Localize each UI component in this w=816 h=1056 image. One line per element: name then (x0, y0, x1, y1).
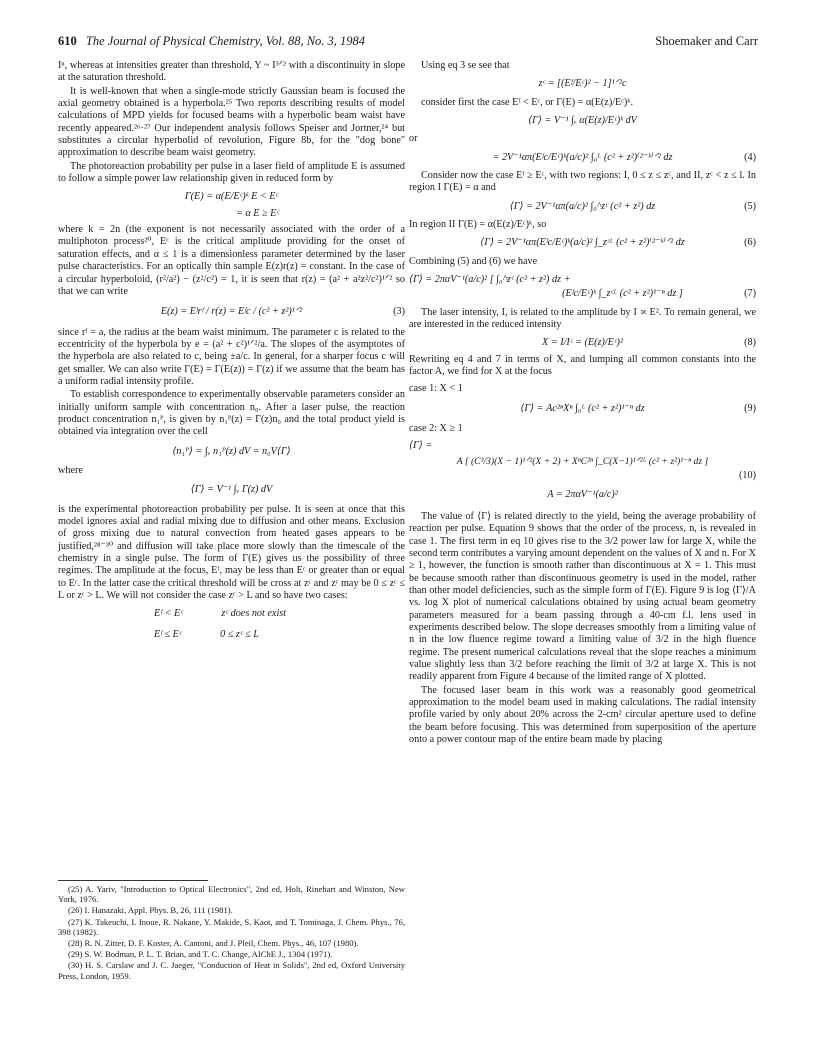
equation-7-body: (Eᶠc/Eᶜ)ᵏ ∫_zᶜᴸ (c² + z²)¹⁻ⁿ dz ] (562, 288, 683, 300)
paragraph: Iⁿ, whereas at intensities greater than threshold, Y ~ I³ᐟ² with a discontinuity in slope at the saturation threshold. (58, 60, 405, 84)
case-result: 0 ≤ zᶜ ≤ L (220, 628, 259, 640)
paragraph: Consider now the case Eᶠ ≥ Eᶜ, with two regions: I, 0 ≤ z ≤ zᶜ, and II, zᶜ < z ≤ l. In region I Γ(E) = α and (409, 170, 756, 194)
paragraph: Rewriting eq 4 and 7 in terms of X, and lumping all common constants into the factor A, we find for X at the focus (409, 353, 756, 378)
equation-4 (409, 152, 756, 164)
paragraph: To establish correspondence to experimentally observable parameters consider an initially uniform sample with concentration n₀. After a laser pulse, the reaction product concentration n₁ᴾ, is given by n₁ᴾ(z) = Γ(z)n₀ and the total product yield is obtained via integration over the cell (58, 389, 405, 438)
paragraph: The value of ⟨Γ⟩ is related directly to the yield, being the average probability of reaction per pulse. Equation 9 shows that the order of the process, n, is revealed in case 1. The first term in eq 10 gives rise to the 3/2 power law for large X, while the second term contributes a varying amount dependent on the values of X and n. For X ≥ 1, however, the function is smooth rather than discontinuous at X = 1. This must be because smooth rather than discontinuous geometry is used in the model, rather than other model deficiencies, such as the simple form of Γ(E). Figure 9 is log ⟨Γ⟩/A vs. log X plot of numerical calculations obtained by using actual beam geometry parameters measured for a beam passing through a 40-cm f.l. lens used in experiments described below. The slope decreases smoothly from a limiting value of n in the low fluence regime toward a limiting value of 3/2 in the high fluence regime. The present numerical calculations reveal that the slope reaches a minimum value slightly less than 3/2 before reaching the limit of 3/2 at large X. This is not readily apparent from Figure 4 because of the limited range of X plotted. (409, 510, 756, 683)
equation-average-gamma: ⟨Γ⟩ = V⁻¹ ∫ᵥ Γ(z) dV (190, 484, 273, 496)
equation-4-body: = 2V⁻¹απ(Eᶠc/Eᶜ)ᵏ(a/c)² ∫₀ᴸ (c² + z²)⁽²⁻ᵏ⁾ᐟ² dz (492, 151, 673, 163)
case-condition: Eᶠ ≤ Eᶜ (154, 628, 182, 640)
equation-number: (6) (744, 237, 756, 249)
equation-6-body: ⟨Γ⟩ = 2V⁻¹απ(Eᶠc/Eᶜ)ᵏ(a/c)² ∫_zᶜᴸ (c² + z²)⁽²⁻ᵏ⁾ᐟ² dz (480, 237, 685, 249)
case-result: zᶜ does not exist (221, 608, 287, 620)
equation-10-lhs: ⟨Γ⟩ = (409, 439, 433, 451)
equation-number: (9) (744, 402, 756, 414)
reference-item: (28) R. N. Zitter, D. F. Koster, A. Cantoni, and J. Pleil, Chem. Phys., 46, 107 (1980). (68, 938, 359, 949)
references (58, 884, 405, 982)
paragraph: Using eq 3 se see that (421, 60, 510, 71)
equation-3 (58, 306, 405, 318)
paragraph: is the experimental photoreaction probability per pulse. It is seen at once that this model ignores axial and radial mixing due to diffusion and other means. Exclusion of gross mixing due to natural convection from heated gases appears to be justified,²⁸⁻³⁰ and diffusion will take place more slowly than the timescale of the chemistry in a single pulse. The form of Γ(E) gives us the possibility of three regimes. The amplitude at the focus, Eᶠ, may be less than Eᶜ or greater than or equal to Eᶜ. In the latter case the critical threshold will be cross at zᶜ and zᶜ may be 0 ≤ zᶜ ≤ L or zᶜ > L. We will not consider the case zᶜ > L and so have two cases: (58, 503, 405, 602)
equation-A: A = 2παV⁻¹(a/c)² (547, 488, 618, 500)
right-column (409, 60, 756, 747)
equation-number: (5) (744, 200, 756, 212)
case-2-label: case 2: X ≥ 1 (409, 423, 463, 435)
reference-item: (25) A. Yariv, "Introduction to Optical Electronics", 2nd ed, Holt, Rinehart and Winston, New York, 1976. (58, 884, 405, 905)
equation-average-gamma-2: ⟨Γ⟩ = V⁻¹ ∫ᵥ α(E(z)/Eᶜ)ᵏ dV (528, 115, 637, 127)
paragraph: where k = 2n (the exponent is not necessarily associated with the order of a multiphoton process²⁰, Eᶜ is the critical amplitude providing for the onset of saturation effects, and α ≤ 1 is a dimensionless parameter determined by the laser pulse characteristics. For an optically thin sample E(z)r(z) = constant. In the case of a circular hyperboloid, (r²/a²) − (z²/c²) = 1, it is seen that r(z) = (a² + a²z²/c²)¹ᐟ² so that we can write (58, 224, 405, 297)
equation-7-line-2 (409, 288, 756, 300)
equation-9 (409, 403, 756, 415)
cases-list (154, 608, 405, 641)
reference-item: (29) S. W. Bodman, P. L. T. Brian, and T. C. Change, AIChE J., 1304 (1971). (68, 949, 333, 960)
or-label: or (409, 133, 418, 145)
equation-7-line-1: ⟨Γ⟩ = 2παV⁻¹(a/c)² [ ∫₀^zᶜ (c² + z²) dz + (409, 274, 571, 286)
equation-zc: zᶜ = [(Eᶠ/Eᶜ)² − 1]¹ᐟ²c (538, 78, 627, 90)
equation-6 (409, 237, 756, 249)
equation-number: (7) (744, 288, 756, 300)
reference-item: (26) I. Hanazaki, Appl. Phys. B, 26, 111 (1981). (68, 905, 233, 916)
equation-8 (409, 337, 756, 349)
journal-citation: The Journal of Physical Chemistry, Vol. 88, No. 3, 1984 (85, 34, 366, 48)
equation-8-body: X = I/Iᶜ = (E(z)/Eᶜ)² (542, 336, 623, 348)
paragraph: The photoreaction probability per pulse in a laser field of amplitude E is assumed to follow a simple power law relationship given in reduced form by (58, 160, 405, 185)
paragraph: since rᶠ = a, the radius at the beam waist minimum. The parameter c is related to the eccentricity of the hyperbola by e = (a² + c²)¹ᐟ²/a. The slopes of the asymptotes of the hyperbola are also related to c, being ±a/c. In general, for a sharper focus c will get smaller. We can also write Γ(E) = Γ(E(z)) = Γ(z) if we assume that the beam has a uniform radial intensity profile. (58, 326, 405, 387)
case-1-label: case 1: X < 1 (409, 382, 463, 394)
reference-item: (27) K. Takeuchi, I. Inoue, R. Nakane, Y. Makide, S. Kaot, and T. Tominaga, J. Chem. Phys., 76, 398 (1982). (58, 916, 405, 937)
equation-5-body: ⟨Γ⟩ = 2V⁻¹απ(a/c)² ∫₀^zᶜ (c² + z²) dz (509, 200, 656, 212)
page-number: 610 (58, 34, 77, 48)
equation-gamma-2: = α E ≥ Eᶜ (235, 207, 280, 219)
case-condition: Eᶠ < Eᶜ (154, 608, 183, 620)
case-row (154, 608, 405, 620)
header-left (58, 34, 365, 49)
equation-10: A [ (C³/3)(X − 1)¹ᐟ²(X + 2) + XⁿC²ⁿ ∫_C(X−1)¹ᐟ²ᴸ (c² + z²)¹⁻ⁿ dz ] (456, 455, 709, 467)
equation-gamma-1: Γ(E) = α(E/Eᶜ)ᵏ E < Eᶜ (184, 191, 279, 203)
equation-number: (4) (744, 151, 756, 163)
equation-yield: ⟨n₁ᴾ⟩ = ∫ᵥ n₁ᴾ(z) dV = n₀V⟨Γ⟩ (172, 445, 291, 457)
paragraph: consider first the case Eᶠ < Eᶜ, or Γ(E) = α(E(z)/Eᶜ)ᵏ. (421, 96, 634, 108)
left-column (58, 60, 405, 649)
equation-number: (3) (393, 306, 405, 318)
equation-number: (8) (744, 336, 756, 348)
header-authors: Shoemaker and Carr (655, 34, 758, 48)
reference-item: (30) H. S. Carslaw and J. C. Jaeger, "Conduction of Heat in Solids", 2nd ed, Oxford University Press, London, 1959. (58, 960, 405, 981)
equation-3-body: E(z) = Eᶠrᶠ / r(z) = Eᶠc / (c² + z²)¹ᐟ² (160, 306, 303, 318)
paragraph: Combining (5) and (6) we have (409, 255, 538, 267)
where-label: where (58, 464, 83, 476)
running-header (58, 34, 758, 52)
equation-9-body: ⟨Γ⟩ = Ac²ⁿXⁿ ∫₀ᴸ (c² + z²)¹⁻ⁿ dz (520, 402, 645, 414)
paragraph: In region II Γ(E) = α(E(z)/Eᶜ)ᵏ, so (409, 219, 547, 231)
paragraph: It is well-known that when a single-mode strictly Gaussian beam is focused the axial geometry obtained is a hyperbola.²⁵ Two reports describing results of model calculations of MPD yields for focused beams with a hyperbolic beam waist have recently appeared.²⁶·²⁷ Our independent analysis follows Speiser and Jortner,²⁴ but substitutes a circular hyperbolid of revolution, Figure 8b, for the "dog bone" approximation to describe beam waist geometry. (58, 85, 405, 159)
paragraph: The focused laser beam in this work was a reasonably good geometrical approximation to the model beam used in making calculations. The radial intensity profile varied by only about 20% across the 2-cm² circular aperture used to define the beam before focusing. This was determined from superposition of the aperture onto a power contour map of the entire beam made by placing (409, 684, 756, 746)
case-row (154, 629, 405, 641)
paragraph: The laser intensity, I, is related to the amplitude by I ∝ E². To remain general, we are interested in the reduced intensity (409, 306, 756, 331)
equation-number: (10) (739, 470, 756, 482)
footnote-divider (58, 880, 208, 881)
equation-5 (409, 201, 756, 213)
